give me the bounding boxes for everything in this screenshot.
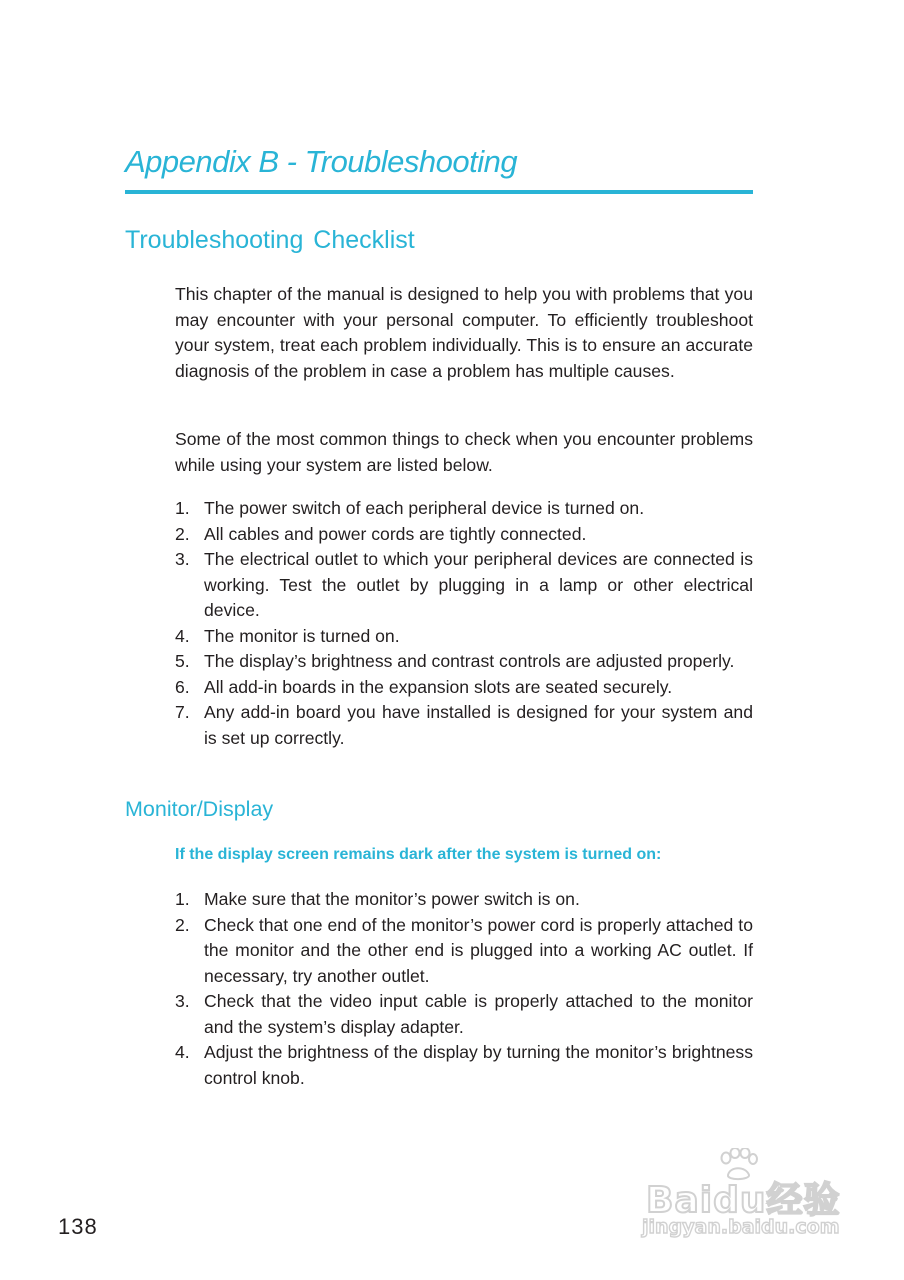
common-checks-paragraph: Some of the most common things to check when you encounter problems while using your system are listed below. (175, 429, 753, 475)
list-item-text: Any add-in board you have installed is designed for your system and is set up correctly. (204, 702, 753, 748)
baidu-watermark (640, 1148, 850, 1248)
list-item (175, 675, 753, 701)
monitor-steps-list (175, 887, 753, 1091)
list-item-number: 5. (175, 651, 190, 671)
list-item (175, 649, 753, 675)
list-item-number: 2. (175, 914, 190, 935)
list-item-number: 3. (175, 991, 190, 1011)
list-item-number: 1. (175, 498, 190, 518)
list-item-text: The display’s brightness and contrast controls are adjusted properly. (204, 651, 735, 671)
list-item (175, 989, 753, 1040)
list-item (175, 887, 753, 913)
list-item-number: 4. (175, 625, 190, 646)
list-item (175, 496, 753, 522)
appendix-title: Appendix B - Troubleshooting (125, 144, 518, 179)
list-item (175, 547, 753, 624)
list-item-number: 2. (175, 523, 190, 544)
list-item-number: 3. (175, 549, 190, 569)
list-item-text: All cables and power cords are tightly connected. (204, 523, 587, 544)
list-item (175, 1040, 753, 1091)
list-item-text: Make sure that the monitor’s power switch is on. (204, 889, 580, 909)
list-item-number: 7. (175, 702, 190, 722)
list-item-text: The power switch of each peripheral device is turned on. (204, 498, 645, 518)
condition-statement: If the display screen remains dark after the system is turned on: (175, 846, 662, 863)
list-item (175, 522, 753, 548)
list-item-text: Adjust the brightness of the display by turning the monitor’s brightness control knob. (204, 1042, 753, 1088)
checklist-heading: Troubleshooting Checklist (125, 226, 415, 254)
list-item (175, 913, 753, 990)
list-item-number: 6. (175, 676, 190, 697)
watermark-brand: Baidu经验 (646, 1180, 841, 1221)
list-item-text: The monitor is turned on. (204, 625, 400, 646)
title-rule (125, 190, 753, 194)
list-item-number: 4. (175, 1042, 190, 1062)
monitor-display-heading: Monitor/Display (125, 797, 274, 821)
list-item-text: The electrical outlet to which your peripheral devices are connected is working. Test the outlet by plugging in a lamp or other electrical device. (204, 549, 753, 620)
watermark-url: jingyan.baidu.com (642, 1216, 840, 1238)
list-item-number: 1. (175, 889, 190, 909)
list-item-text: Check that the video input cable is properly attached to the monitor and the system’s display adapter. (204, 991, 753, 1037)
checklist-list (175, 496, 753, 751)
list-item-text: All add-in boards in the expansion slots are seated securely. (204, 676, 673, 697)
list-item-text: Check that one end of the monitor’s power cord is properly attached to the monitor and the other end is plugged into a working AC outlet. If necessary, try another outlet. (204, 914, 753, 986)
list-item (175, 624, 753, 650)
list-item (175, 700, 753, 751)
page-number: 138 (58, 1214, 98, 1239)
intro-paragraph: This chapter of the manual is designed to help you with problems that you may encounter with your personal computer. To efficiently troubleshoot your system, treat each problem individually. This is to ensure an accurate diagnosis of the problem in case a problem has multiple causes. (175, 284, 753, 381)
